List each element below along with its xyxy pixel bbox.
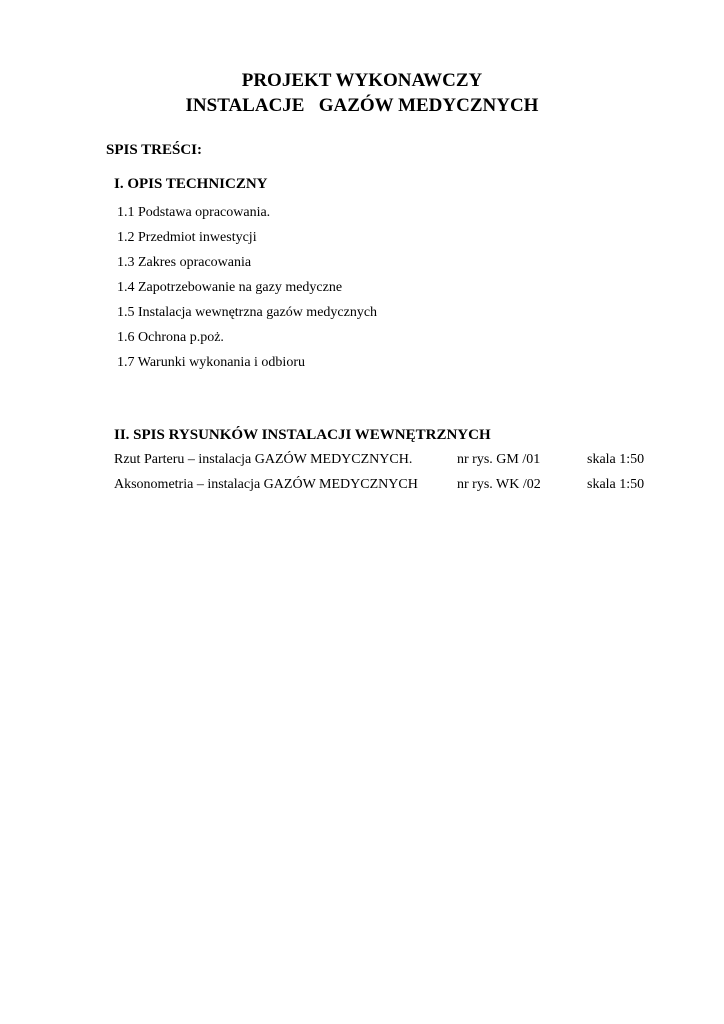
section-1-heading: I. OPIS TECHNICZNY: [114, 176, 268, 192]
toc-item-1-4: 1.4 Zapotrzebowanie na gazy medyczne: [117, 280, 343, 295]
drawing-number: nr rys. WK /02: [457, 477, 541, 492]
drawing-row-2: [114, 476, 674, 501]
drawing-name: Rzut Parteru – instalacja GAZÓW MEDYCZNYCH.: [114, 452, 413, 467]
toc-heading: SPIS TREŚCI:: [106, 142, 203, 158]
drawing-number: nr rys. GM /01: [457, 452, 541, 467]
toc-item-1-1: 1.1 Podstawa opracowania.: [117, 205, 271, 220]
document-title-line-2: INSTALACJE GAZÓW MEDYCZNYCH: [185, 95, 539, 116]
toc-item-1-6: 1.6 Ochrona p.poż.: [117, 330, 224, 345]
section-2-heading: II. SPIS RYSUNKÓW INSTALACJI WEWNĘTRZNYCH: [114, 427, 491, 443]
drawing-row-1: [114, 451, 674, 476]
toc-item-1-5: 1.5 Instalacja wewnętrzna gazów medycznych: [117, 305, 378, 320]
document-title-line-1: PROJEKT WYKONAWCZY: [241, 70, 483, 91]
toc-item-1-3: 1.3 Zakres opracowania: [117, 255, 252, 270]
section-1-item-list: [117, 200, 377, 375]
toc-item-1-2: 1.2 Przedmiot inwestycji: [117, 230, 257, 245]
drawing-scale: skala 1:50: [587, 477, 645, 492]
toc-item-1-7: 1.7 Warunki wykonania i odbioru: [117, 355, 305, 370]
drawing-name: Aksonometria – instalacja GAZÓW MEDYCZNYCH: [114, 477, 418, 492]
drawing-list: [114, 451, 674, 501]
drawing-scale: skala 1:50: [587, 452, 645, 467]
